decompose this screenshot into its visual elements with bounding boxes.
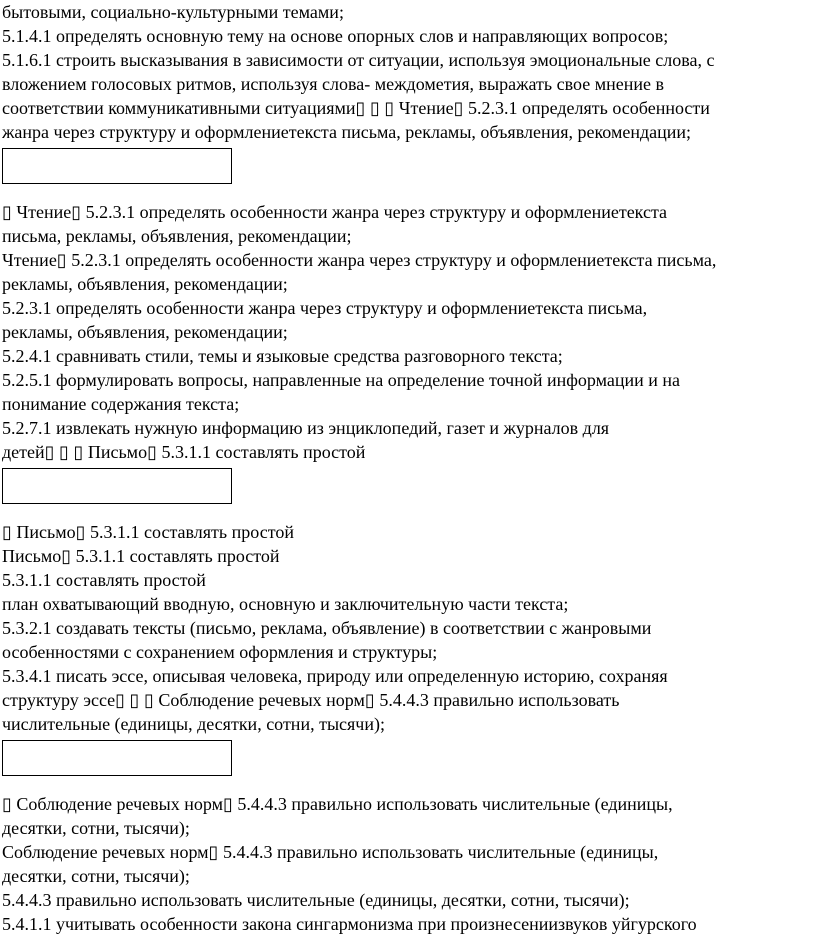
text-line: ▯ Чтение▯ 5.2.3.1 определять особенности жанра через структуру и оформлениетекста xyxy=(2,202,668,222)
text-line: 5.2.7.1 извлекать нужную информацию из энциклопедий, газет и журналов для xyxy=(2,418,610,438)
text-line: 5.2.4.1 сравнивать стили, темы и языковые средства разговорного текста; xyxy=(2,346,563,366)
text-line: ▯ Соблюдение речевых норм▯ 5.4.4.3 правильно использовать числительные (единицы, xyxy=(2,794,673,814)
text-line: Соблюдение речевых норм▯ 5.4.4.3 правильно использовать числительные (единицы, xyxy=(2,842,659,862)
text-line: бытовыми, социально-культурными темами; xyxy=(2,2,344,22)
text-line: 5.3.1.1 составлять простой xyxy=(2,570,206,590)
text-line: 5.2.3.1 определять особенности жанра через структуру и оформлениетекста письма, xyxy=(2,298,648,318)
empty-text-box xyxy=(2,148,232,184)
text-line: 5.1.4.1 определять основную тему на основе опорных слов и направляющих вопросов; xyxy=(2,26,669,46)
text-line: письма, рекламы, объявления, рекомендации; xyxy=(2,226,352,246)
text-line: ▯ Письмо▯ 5.3.1.1 составлять простой xyxy=(2,522,294,542)
text-line: детей▯ ▯ ▯ Письмо▯ 5.3.1.1 составлять простой xyxy=(2,442,366,462)
text-block-3 xyxy=(2,520,814,736)
text-block-4 xyxy=(2,792,814,936)
text-line: 5.3.4.1 писать эссе, описывая человека, природу или определенную историю, сохраняя xyxy=(2,666,668,686)
text-line: 5.4.4.3 правильно использовать числительные (единицы, десятки, сотни, тысячи); xyxy=(2,890,630,910)
text-line: рекламы, объявления, рекомендации; xyxy=(2,274,288,294)
text-line: жанра через структуру и оформлениетекста письма, рекламы, объявления, рекомендации; xyxy=(2,122,692,142)
text-block-1 xyxy=(2,0,814,144)
text-line: десятки, сотни, тысячи); xyxy=(2,866,190,886)
text-line: рекламы, объявления, рекомендации; xyxy=(2,322,288,342)
text-line: особенностями с сохранением оформления и структуры; xyxy=(2,642,438,662)
text-line: 5.4.1.1 учитывать особенности закона сингармонизма при произнесениизвуков уйгурского xyxy=(2,914,697,934)
document-body xyxy=(2,0,814,936)
text-line: Чтение▯ 5.2.3.1 определять особенности жанра через структуру и оформлениетекста письма, xyxy=(2,250,717,270)
text-line: десятки, сотни, тысячи); xyxy=(2,818,190,838)
text-line: соответствии коммуникативными ситуациями▯ ▯ ▯ Чтение▯ 5.2.3.1 определять особенности xyxy=(2,98,710,118)
text-line: Письмо▯ 5.3.1.1 составлять простой xyxy=(2,546,280,566)
text-line: 5.2.5.1 формулировать вопросы, направленные на определение точной информации и на xyxy=(2,370,681,390)
text-block-2 xyxy=(2,200,814,464)
empty-text-box xyxy=(2,740,232,776)
text-line: 5.3.2.1 создавать тексты (письмо, реклама, объявление) в соответствии с жанровыми xyxy=(2,618,652,638)
text-line: 5.1.6.1 строить высказывания в зависимости от ситуации, используя эмоциональные слова, с xyxy=(2,50,715,70)
text-line: понимание содержания текста; xyxy=(2,394,240,414)
text-line: план охватывающий вводную, основную и заключительную части текста; xyxy=(2,594,569,614)
text-line: структуру эссе▯ ▯ ▯ Соблюдение речевых норм▯ 5.4.4.3 правильно использовать xyxy=(2,690,620,710)
text-line: вложением голосовых ритмов, используя слова- междометия, выражать свое мнение в xyxy=(2,74,664,94)
text-line: числительные (единицы, десятки, сотни, тысячи); xyxy=(2,714,385,734)
empty-text-box xyxy=(2,468,232,504)
